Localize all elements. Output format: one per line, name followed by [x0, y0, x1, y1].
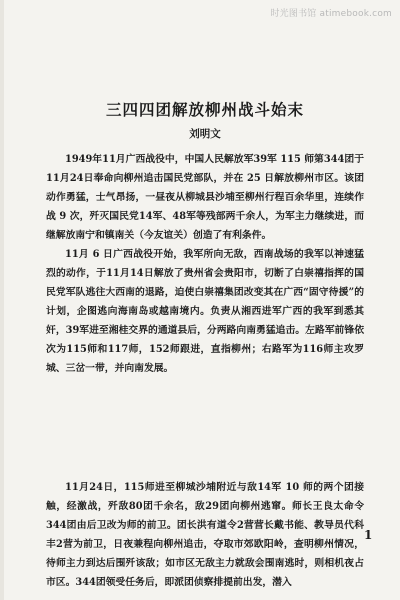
author-name: 刘明文: [189, 128, 221, 140]
paragraph: 11月 6 日广西战役开始，我军所向无敌，西南战场的我军以神速猛烈的动作，于11月14日解放了贵州省会贵阳市，切断了白崇禧指挥的国民党军队逃往大西南的退路，迫使白崇禧集团改变其在广西“固守待援”的计划，企图逃向海南岛或越南境内。负责从湘西进军广西的我军到悉其奸，39军进至湘桂交界的通道县后，分两路向南勇猛追击。左路军前锋依次为115师和117师，152师跟进，直指柳州；右路军为116师主攻罗城、三岔一带，并向南发展。: [46, 249, 364, 374]
paragraph: 1949年11月广西战役中，中国人民解放军39军 115 师第344团于11月24日奉命向柳州追击国民党部队，并在 25 日解放柳州市区。该团动作勇猛，士气昂扬，一昼夜从柳城县沙埔至柳州行程百余华里，连续作战 9 次，歼灭国民党14军、48军等残部两千余人，为军主力继续进，而继解放南宁和镇南关（今友谊关）创造了有利条件。: [46, 154, 364, 241]
page-number: 1: [364, 528, 373, 542]
paragraph: 11月24日，115师进至柳城沙埔附近与敌14军 10 师的两个团接触，经激战，歼敌80团千余名，敌29团向柳州逃窜。师长王良太命令344团由后卫改为师的前卫。团长洪有道令2营营长戴书能、教导员代科丰2营为前卫，日夜兼程向柳州追击，夺取市郊欧阳岭，查明柳州情况，待师主力到达后围歼该敌；如市区无敌主力就敌会围南逃时，则相机夜占市区。344团领受任务后，即派团侦察排提前出发，潜入: [46, 482, 364, 588]
page-title: 三四四团解放柳州战斗始末: [105, 100, 304, 119]
watermark: 时光图书馆 atimebook.com: [270, 9, 392, 19]
page-edge: [0, 0, 4, 600]
